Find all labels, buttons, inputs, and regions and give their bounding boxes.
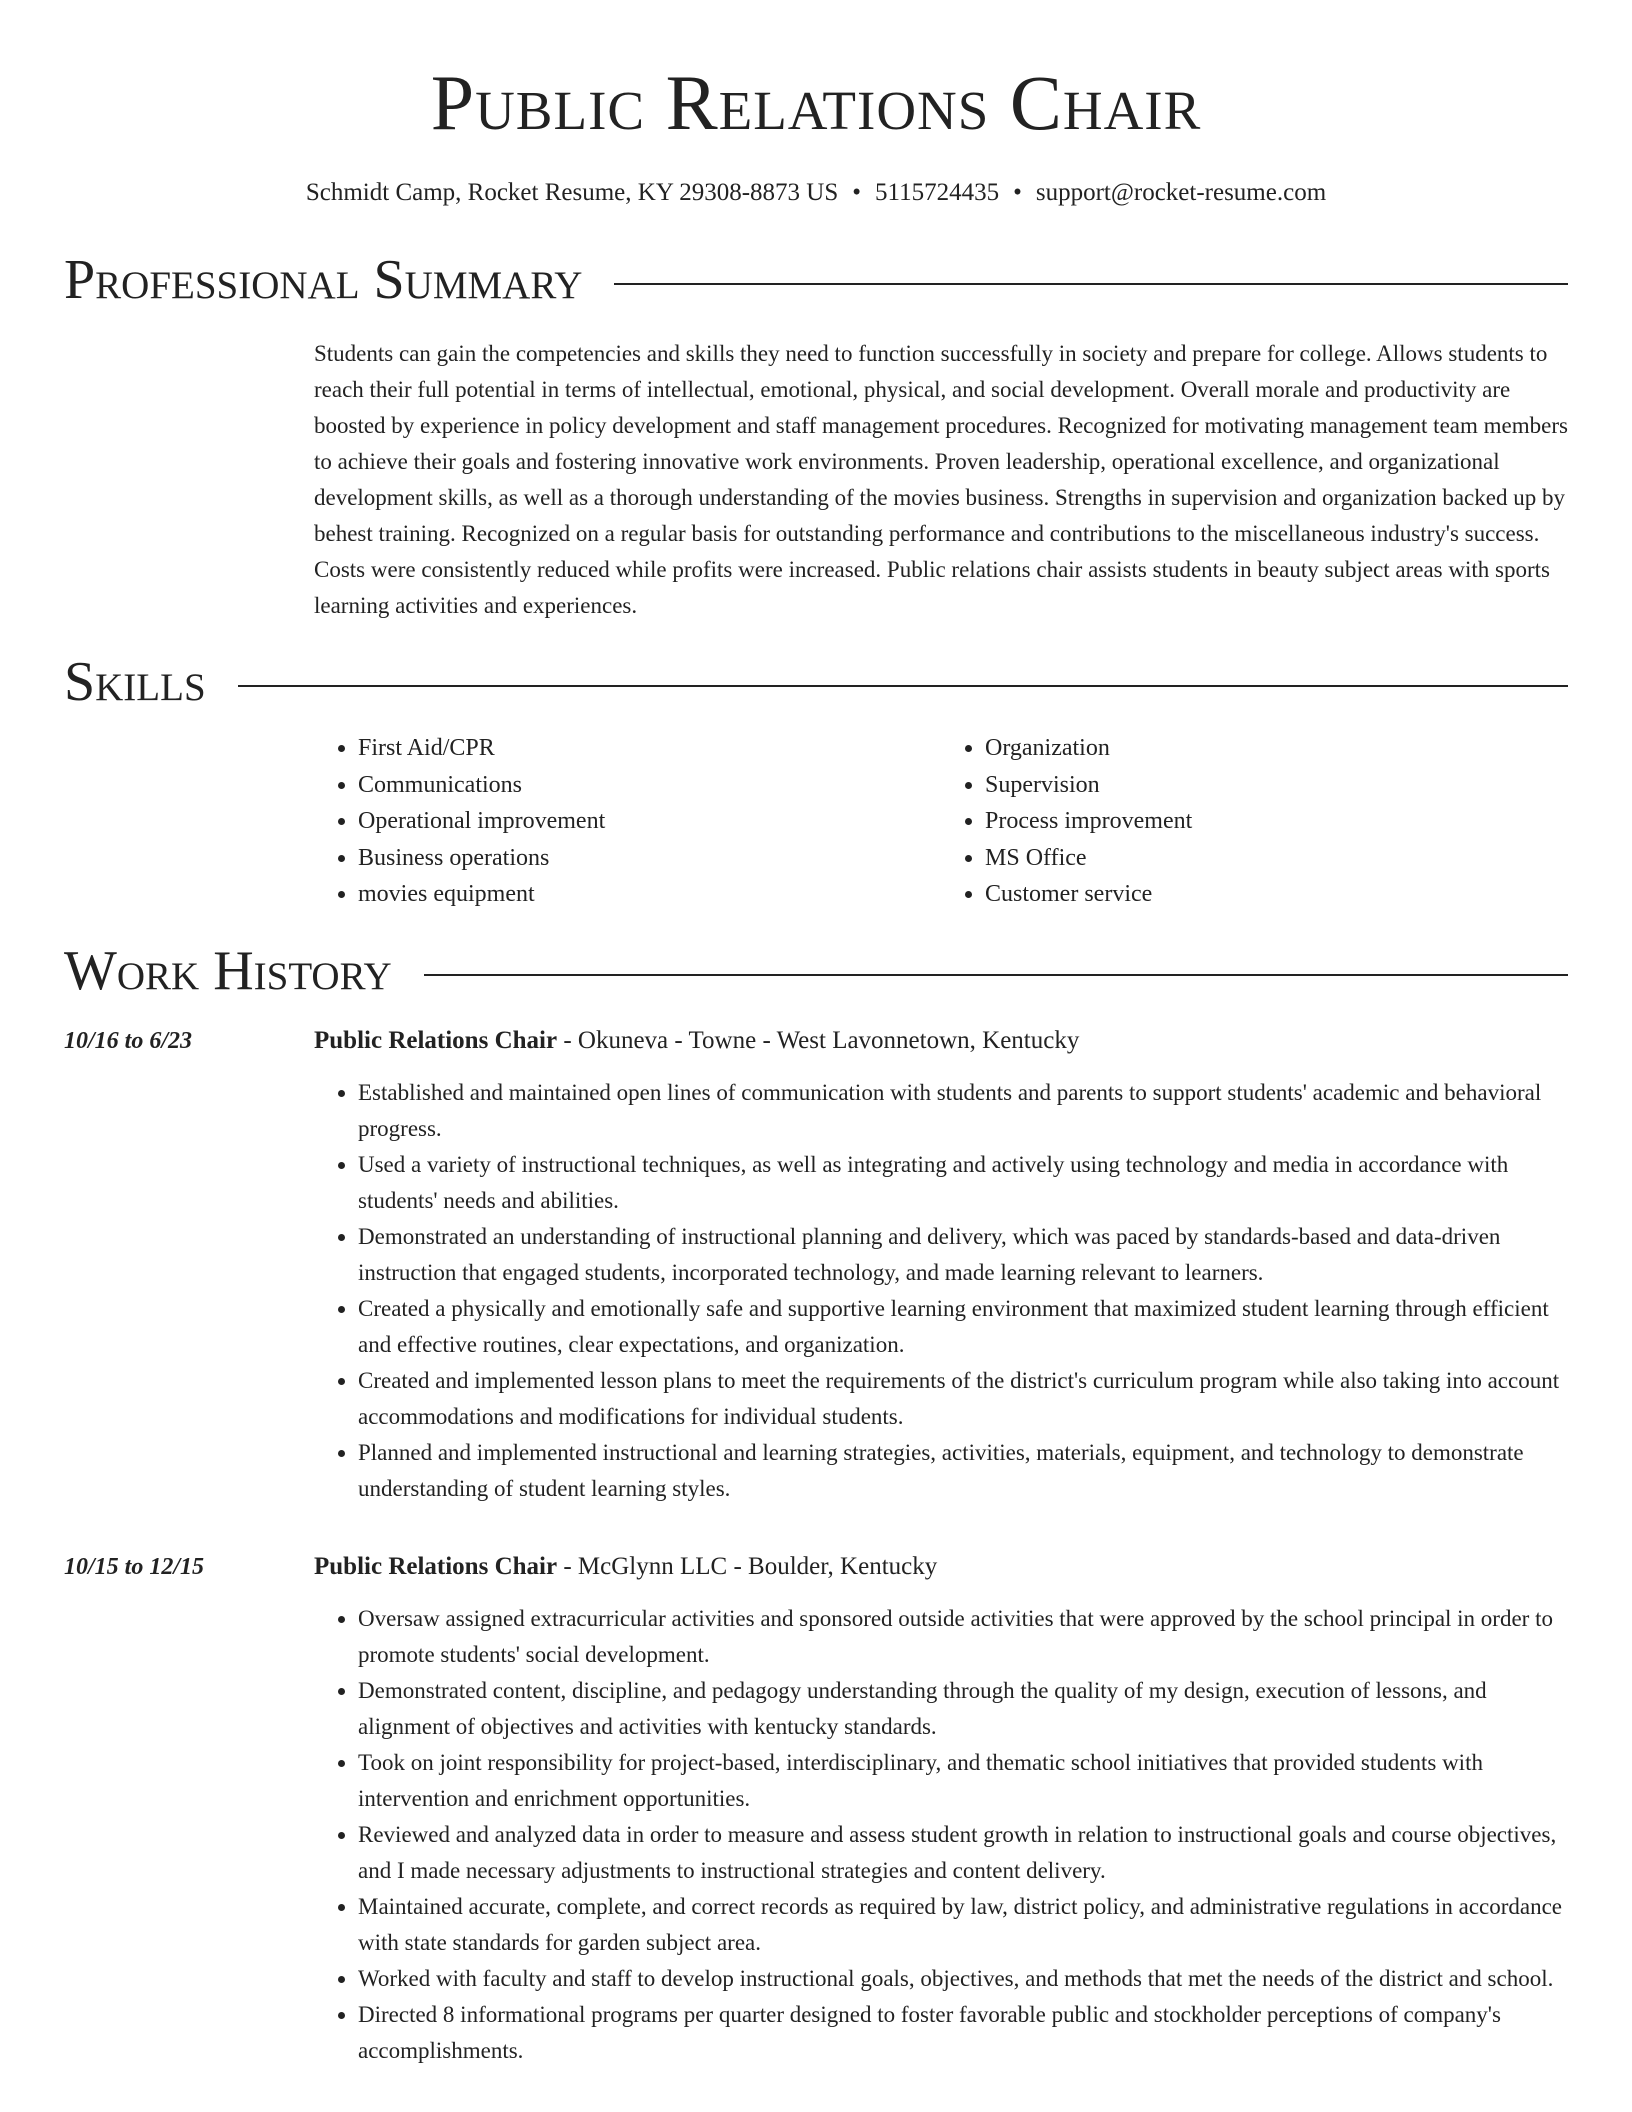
- job-bullet: • Demonstrated an understanding of instructional planning and delivery, which was paced by standards-based and data-driven instruction that engaged students, incorporated technology, and made learning relevant to learners.: [358, 1219, 1568, 1291]
- job-bullets: [314, 1601, 1568, 2069]
- contact-email: support@rocket-resume.com: [1035, 179, 1327, 206]
- section-divider: [614, 283, 1568, 285]
- job-company: - McGlynn LLC - Boulder, Kentucky: [557, 1552, 938, 1580]
- job-entry: [64, 1025, 1568, 1507]
- skill-item: • First Aid/CPR: [358, 730, 941, 767]
- job-bullet: • Directed 8 informational programs per quarter designed to foster favorable public and stockholder perceptions of company's accomplishments.: [358, 1997, 1568, 2069]
- skill-item: • MS Office: [985, 840, 1568, 877]
- contact-separator: •: [852, 179, 861, 206]
- job-title-line: [314, 1551, 1568, 1583]
- skill-item: • Process improvement: [985, 803, 1568, 840]
- summary-text: Students can gain the competencies and skills they need to function successfully in society and prepare for college. Allows students to reach their full potential in terms of intellectual, emotional, physical, and social development. Overall morale and productivity are boosted by experience in policy development and staff management procedures. Recognized for motivating management team members to achieve their goals and fostering innovative work environments. Proven leadership, operational excellence, and organizational development skills, as well as a thorough understanding of the movies business. Strengths in supervision and organization backed up by behest training. Recognized on a regular basis for outstanding performance and contributions to the miscellaneous industry's success. Costs were consistently reduced while profits were increased. Public relations chair assists students in beauty subject areas with sports learning activities and experiences.: [314, 341, 1568, 618]
- contact-separator: •: [1013, 179, 1022, 206]
- section-divider: [238, 685, 1568, 687]
- skill-item: • movies equipment: [358, 876, 941, 913]
- job-title: Public Relations Chair: [314, 1552, 558, 1580]
- skill-item: • Supervision: [985, 767, 1568, 804]
- skill-item: • Communications: [358, 767, 941, 804]
- skills-section-header: [64, 651, 1568, 713]
- contact-address: Schmidt Camp, Rocket Resume, KY 29308-8873 US: [305, 179, 839, 206]
- job-bullets: [314, 1075, 1568, 1507]
- job-bullet: • Used a variety of instructional techniques, as well as integrating and actively using technology and media in accordance with students' needs and abilities.: [358, 1147, 1568, 1219]
- job-bullet: • Maintained accurate, complete, and correct records as required by law, district policy, and administrative regulations in accordance with state standards for garden subject area.: [358, 1889, 1568, 1961]
- job-dates: 10/16 to 6/23: [64, 1027, 193, 1054]
- job-bullet: • Took on joint responsibility for project-based, interdisciplinary, and thematic school initiatives that provided students with intervention and enrichment opportunities.: [358, 1745, 1568, 1817]
- job-company: - Okuneva - Towne - West Lavonnetown, Kentucky: [557, 1026, 1080, 1054]
- skill-item: • Organization: [985, 730, 1568, 767]
- resume-name: Public Relations Chair: [430, 59, 1202, 146]
- summary-section-header: [64, 249, 1568, 311]
- job-entry: [64, 1551, 1568, 2069]
- job-details: [314, 1551, 1568, 2069]
- job-bullet: • Demonstrated content, discipline, and pedagogy understanding through the quality of my design, execution of lessons, and alignment of objectives and activities with kentucky standards.: [358, 1673, 1568, 1745]
- contact-phone: 5115724435: [875, 179, 1000, 206]
- skills-list-right: [941, 730, 1568, 913]
- skills-section: [314, 730, 1568, 913]
- job-title-line: [314, 1025, 1568, 1057]
- job-bullet: • Planned and implemented instructional and learning strategies, activities, materials, equipment, and technology to demonstrate understanding of student learning styles.: [358, 1435, 1568, 1507]
- contact-line: [64, 178, 1568, 208]
- skill-item: • Operational improvement: [358, 803, 941, 840]
- job-bullet: • Created and implemented lesson plans to meet the requirements of the district's curriculum program while also taking into account accommodations and modifications for individual students.: [358, 1363, 1568, 1435]
- skill-item: • Customer service: [985, 876, 1568, 913]
- job-bullet: • Oversaw assigned extracurricular activities and sponsored outside activities that were approved by the school principal in order to promote students' social development.: [358, 1601, 1568, 1673]
- summary-section: [314, 336, 1568, 624]
- job-bullet: • Created a physically and emotionally safe and supportive learning environment that maximized student learning through efficient and effective routines, clear expectations, and organization.: [358, 1291, 1568, 1363]
- job-details: [314, 1025, 1568, 1507]
- job-dates: 10/15 to 12/15: [64, 1553, 205, 1580]
- skills-heading: Skills: [64, 651, 206, 713]
- work-section-header: [64, 939, 1568, 1002]
- job-bullet: • Established and maintained open lines of communication with students and parents to support students' academic and behavioral progress.: [358, 1075, 1568, 1147]
- skills-list-left: [314, 730, 941, 913]
- job-bullet: • Reviewed and analyzed data in order to measure and assess student growth in relation to instructional goals and course objectives, and I made necessary adjustments to instructional strategies and content delivery.: [358, 1817, 1568, 1889]
- job-bullet: • Worked with faculty and staff to develop instructional goals, objectives, and methods that met the needs of the district and school.: [358, 1961, 1568, 1997]
- summary-heading: Professional Summary: [64, 249, 583, 311]
- skill-item: • Business operations: [358, 840, 941, 877]
- work-heading: Work History: [64, 939, 392, 1002]
- section-divider: [424, 974, 1568, 976]
- job-title: Public Relations Chair: [314, 1026, 558, 1054]
